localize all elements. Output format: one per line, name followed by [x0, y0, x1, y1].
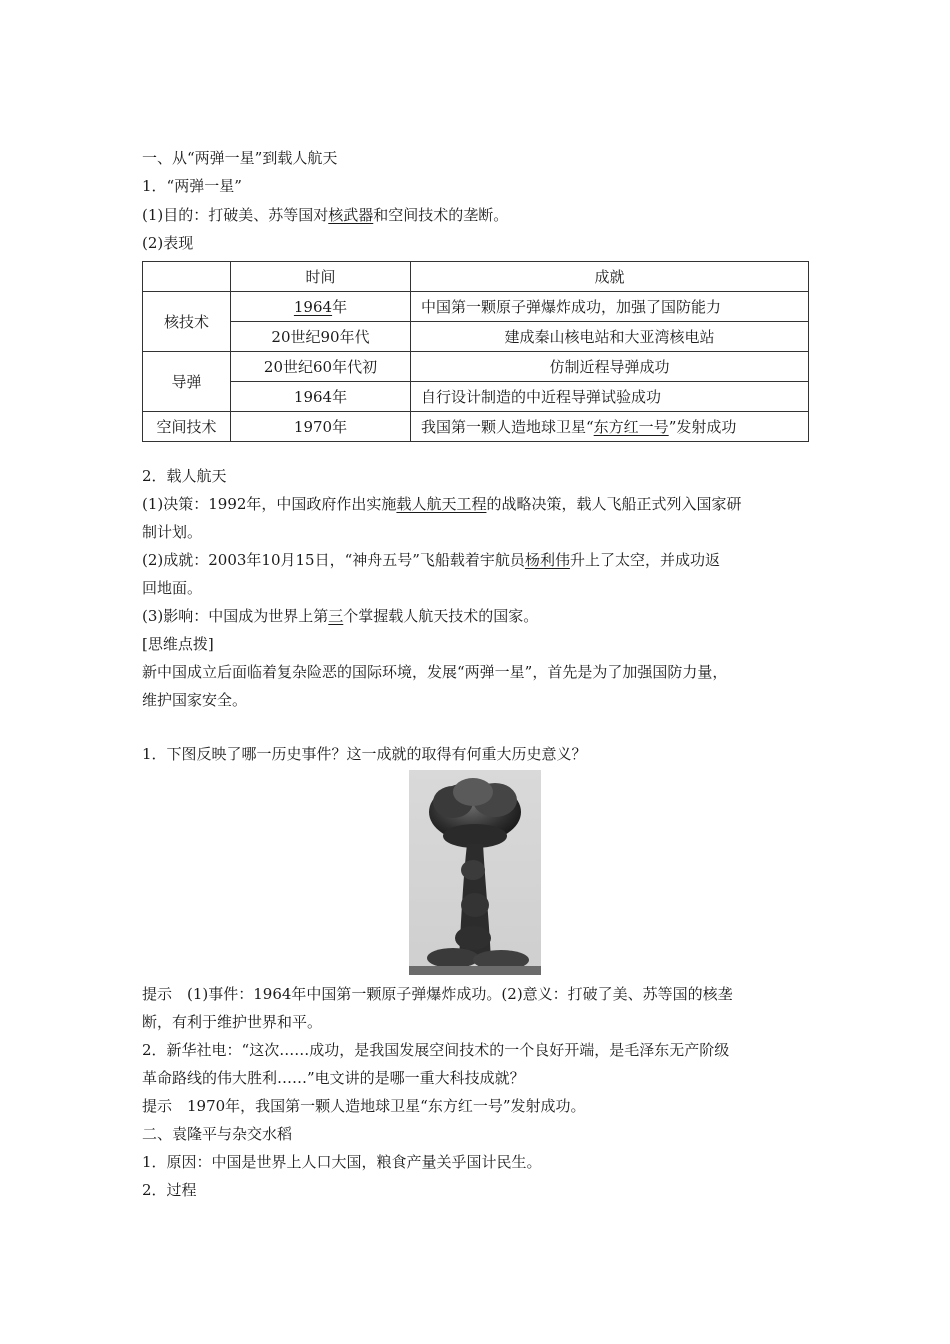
- impact-line: (3)影响：中国成为世界上第三个掌握载人航天技术的国家。: [142, 607, 539, 625]
- table-cell: 仿制近程导弹成功: [411, 352, 809, 382]
- thinking-line-1: 新中国成立后面临着复杂险恶的国际环境，发展“两弹一星”，首先是为了加强国防力量，: [142, 663, 728, 681]
- header-time: 时间: [231, 262, 411, 292]
- performance-label: (2)表现: [142, 234, 194, 252]
- decision-line-2: 制计划。: [142, 523, 203, 541]
- question-2-line-1: 2．新华社电：“这次……成功，是我国发展空间技术的一个良好开端，是毛泽东无产阶级: [142, 1041, 730, 1059]
- question-2-line-2: 革命路线的伟大胜利……”电文讲的是哪一重大科技成就？: [142, 1069, 525, 1087]
- table-cell: 自行设计制造的中近程导弹试验成功: [411, 382, 809, 412]
- reason-line: 1．原因：中国是世界上人口大国，粮食产量关乎国计民生。: [142, 1153, 542, 1171]
- table-cell: 20世纪60年代初: [231, 352, 411, 382]
- answer-1-line-2: 断，有利于维护世界和平。: [142, 1013, 323, 1031]
- achievement-line-2: 回地面。: [142, 579, 203, 597]
- table-cell: 建成秦山核电站和大亚湾核电站: [411, 322, 809, 352]
- thinking-label: [思维点拨]: [142, 635, 214, 653]
- answer-2: 提示 1970年，我国第一颗人造地球卫星“东方红一号”发射成功。: [142, 1097, 586, 1115]
- table-cell: 1964年: [231, 382, 411, 412]
- section-heading-2: 二、袁隆平与杂交水稻: [142, 1125, 293, 1143]
- table-row: [143, 262, 809, 292]
- table-row: [143, 412, 809, 442]
- table-cell: 1964年: [231, 292, 411, 322]
- process-line: 2．过程: [142, 1181, 197, 1199]
- group-label: 核技术: [143, 292, 231, 352]
- table-row: [143, 352, 809, 382]
- table-row: [143, 292, 809, 322]
- table-cell: 我国第一颗人造地球卫星“东方红一号”发射成功: [411, 412, 809, 442]
- header-achievement: 成就: [411, 262, 809, 292]
- question-1: 1．下图反映了哪一历史事件？这一成就的取得有何重大历史意义？: [142, 745, 587, 763]
- purpose-paragraph: (1)目的：打破美、苏等国对核武器和空间技术的垄断。: [142, 206, 509, 224]
- subheading-manned-space: 2．载人航天: [142, 467, 227, 485]
- decision-line-1: (1)决策：1992年，中国政府作出实施载人航天工程的战略决策，载人飞船正式列入国家研: [142, 495, 742, 513]
- achievements-table: [142, 261, 809, 442]
- thinking-line-2: 维护国家安全。: [142, 691, 248, 709]
- mushroom-cloud-photo: [409, 770, 541, 975]
- underlined-term: 核武器: [328, 206, 374, 224]
- table-cell: 1970年: [231, 412, 411, 442]
- table-row: [143, 382, 809, 412]
- group-label: 空间技术: [143, 412, 231, 442]
- table-cell: 20世纪90年代: [231, 322, 411, 352]
- table-cell: 中国第一颗原子弹爆炸成功，加强了国防能力: [411, 292, 809, 322]
- group-label: 导弹: [143, 352, 231, 412]
- subheading-two-bombs: 1．“两弹一星”: [142, 177, 242, 195]
- section-heading-1: 一、从“两弹一星”到载人航天: [142, 149, 338, 167]
- answer-1-line-1: 提示 (1)事件：1964年中国第一颗原子弹爆炸成功。(2)意义：打破了美、苏等国的核垄: [142, 985, 733, 1003]
- achievement-line-1: (2)成就：2003年10月15日，“神舟五号”飞船载着宇航员杨利伟升上了太空，并成功返: [142, 551, 720, 569]
- table-row: [143, 322, 809, 352]
